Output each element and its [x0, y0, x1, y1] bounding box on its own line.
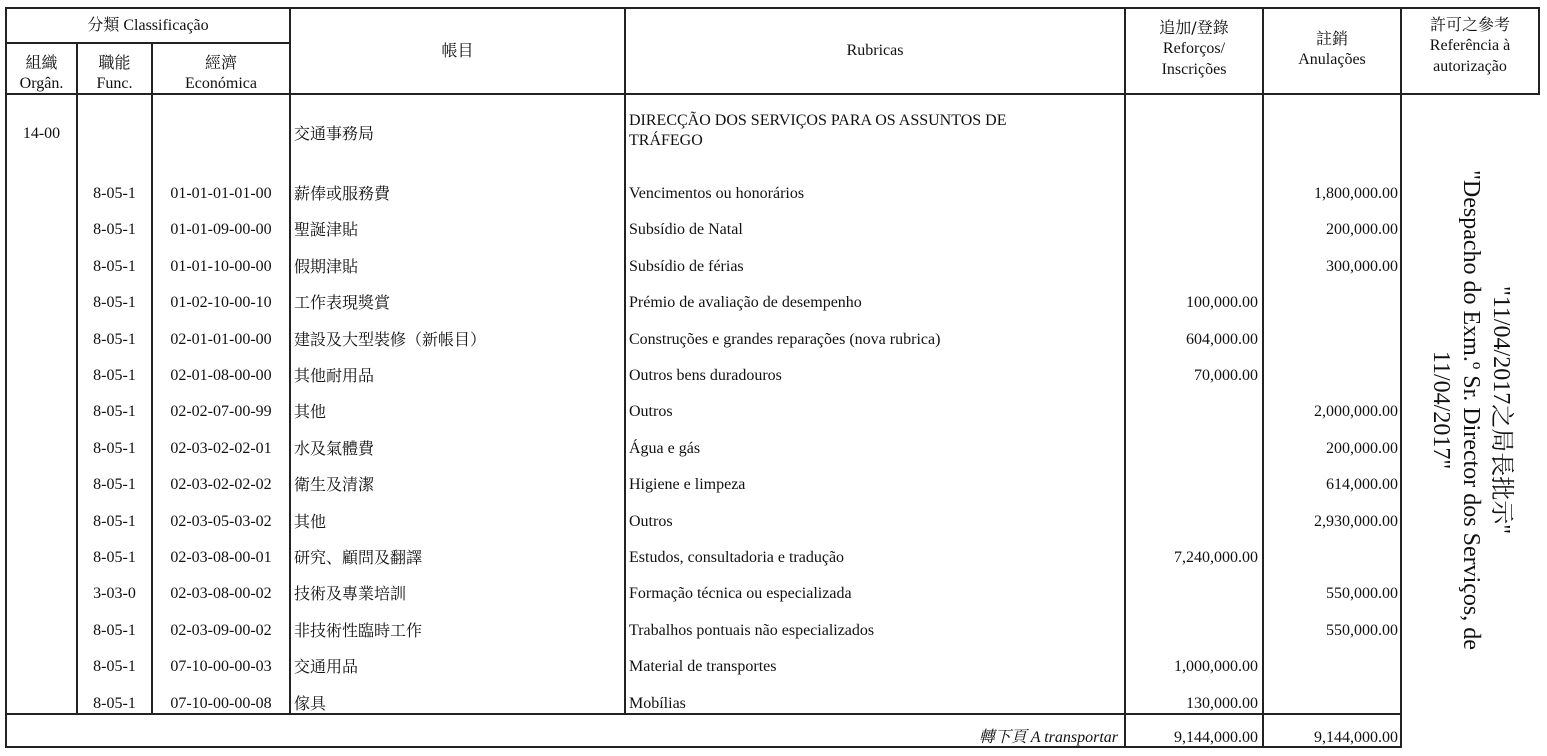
header-func	[78, 52, 151, 94]
rule-left	[5, 7, 7, 748]
row-economica: 01-01-09-00-00	[170, 221, 272, 238]
row-economica: 02-03-02-02-02	[170, 476, 272, 493]
rule-right	[1538, 7, 1540, 95]
organ-pt-line2: TRÁFEGO	[629, 132, 703, 149]
row-anulacao: 300,000.00	[1326, 258, 1398, 275]
rule-eco	[289, 7, 291, 714]
row-func: 8-05-1	[93, 367, 136, 384]
row-func: 8-05-1	[93, 403, 136, 420]
row-anulacao: 1,800,000.00	[1314, 185, 1398, 202]
authorization-note-text	[1426, 170, 1516, 650]
row-economica: 02-03-08-00-01	[170, 549, 272, 566]
row-zh: 薪俸或服務費	[294, 184, 391, 203]
row-zh: 水及氣體費	[294, 439, 375, 458]
organ-pt	[629, 111, 1006, 151]
rule-zh	[624, 7, 626, 714]
header-reforcos	[1126, 17, 1262, 80]
organ-pt-line1: DIRECÇÃO DOS SERVIÇOS PARA OS ASSUNTOS DE	[629, 112, 1007, 129]
header-rubricas: Rubricas	[846, 42, 904, 59]
rule-top	[5, 7, 1540, 9]
row-pt: Prémio de avaliação de desempenho	[629, 294, 862, 311]
row-zh: 工作表現獎賞	[294, 293, 391, 312]
header-economica	[153, 52, 289, 94]
row-zh: 聖誕津貼	[294, 220, 359, 239]
header-referencia-zh: 許可之參考	[1429, 15, 1510, 34]
row-economica: 02-01-01-00-00	[170, 331, 272, 348]
authorization-note	[1421, 160, 1521, 660]
row-economica: 02-03-02-02-01	[170, 440, 272, 457]
row-anulacao: 200,000.00	[1326, 221, 1398, 238]
row-zh: 傢具	[294, 694, 327, 713]
header-economica-zh: 經濟	[204, 53, 237, 72]
row-zh: 非技術性臨時工作	[294, 621, 423, 640]
header-classification: 分類 Classificação	[87, 17, 209, 34]
header-reforcos-zh: 追加/登錄	[1159, 18, 1229, 37]
footer-anulacao-total: 9,144,000.00	[1314, 729, 1398, 746]
rule-anulacoes	[1400, 7, 1402, 748]
row-anulacao: 2,930,000.00	[1314, 513, 1398, 530]
row-pt: Vencimentos ou honorários	[629, 185, 805, 202]
header-func-pt: Func.	[96, 75, 133, 92]
row-func: 8-05-1	[93, 658, 136, 675]
row-pt: Outros bens duradouros	[629, 367, 782, 384]
row-zh: 其他耐用品	[294, 366, 375, 385]
row-pt: Construções e grandes reparações (nova rubrica)	[629, 331, 941, 348]
row-pt: Material de transportes	[629, 658, 777, 675]
row-pt: Trabalhos pontuais não especializados	[629, 622, 875, 639]
header-organ	[7, 52, 76, 94]
header-referencia-pt2: autorização	[1433, 58, 1507, 75]
authorization-note-line2: "Despacho do Exm.º Sr. Director dos Serviços, de	[1458, 170, 1484, 650]
row-zh: 其他	[294, 402, 327, 421]
row-anulacao: 2,000,000.00	[1314, 403, 1398, 420]
header-economica-pt: Económica	[185, 75, 257, 92]
row-reforco: 1,000,000.00	[1174, 658, 1258, 675]
row-func: 8-05-1	[93, 185, 136, 202]
row-anulacao: 550,000.00	[1326, 622, 1398, 639]
row-anulacao: 550,000.00	[1326, 585, 1398, 602]
row-reforco: 604,000.00	[1186, 331, 1258, 348]
header-func-zh: 職能	[98, 53, 131, 72]
header-reforcos-pt1: Reforços/	[1162, 40, 1226, 57]
row-pt: Outros	[629, 513, 673, 530]
header-referencia-pt1: Referência à	[1429, 37, 1511, 54]
row-economica: 02-01-08-00-00	[170, 367, 272, 384]
header-organ-zh: 組織	[25, 53, 58, 72]
row-func: 3-03-0	[93, 585, 136, 602]
row-zh: 其他	[294, 512, 327, 531]
row-economica: 01-01-01-01-00	[170, 185, 272, 202]
row-func: 8-05-1	[93, 622, 136, 639]
authorization-note-line1: "11/04/2017之局長批示"	[1488, 285, 1514, 535]
header-anulacoes-zh: 註銷	[1315, 29, 1348, 48]
header-zh-heading: 帳目	[441, 41, 474, 60]
row-economica: 02-02-07-00-99	[170, 403, 272, 420]
row-reforco: 70,000.00	[1194, 367, 1258, 384]
row-pt: Formação técnica ou especializada	[629, 585, 852, 602]
organ-code: 14-00	[22, 125, 61, 142]
row-zh: 衛生及清潔	[294, 475, 375, 494]
row-func: 8-05-1	[93, 258, 136, 275]
row-economica: 02-03-05-03-02	[170, 513, 272, 530]
header-organ-pt: Orgân.	[19, 75, 64, 92]
row-anulacao: 200,000.00	[1326, 440, 1398, 457]
row-func: 8-05-1	[93, 221, 136, 238]
row-zh: 建設及大型裝修（新帳目）	[294, 330, 487, 349]
row-func: 8-05-1	[93, 331, 136, 348]
row-pt: Outros	[629, 403, 673, 420]
row-economica: 07-10-00-00-03	[170, 658, 272, 675]
footer-reforco-total: 9,144,000.00	[1174, 729, 1258, 746]
row-func: 8-05-1	[93, 476, 136, 493]
row-pt: Água e gás	[629, 440, 701, 457]
row-zh: 研究、顧問及翻譯	[294, 548, 423, 567]
row-func: 8-05-1	[93, 440, 136, 457]
row-zh: 交通用品	[294, 657, 359, 676]
row-func: 8-05-1	[93, 513, 136, 530]
row-reforco: 100,000.00	[1186, 294, 1258, 311]
row-economica: 07-10-00-00-08	[170, 695, 272, 712]
row-zh: 技術及專業培訓	[294, 584, 407, 603]
row-pt: Subsídio de Natal	[629, 221, 743, 238]
authorization-note-line3: 11/04/2017"	[1428, 350, 1454, 470]
row-pt: Subsídio de férias	[629, 258, 744, 275]
organ-zh: 交通事務局	[294, 124, 375, 143]
row-func: 8-05-1	[93, 294, 136, 311]
rule-classification	[5, 42, 290, 44]
row-pt: Estudos, consultadoria e tradução	[629, 549, 845, 566]
row-zh: 假期津貼	[294, 257, 359, 276]
row-economica: 01-02-10-00-10	[170, 294, 272, 311]
row-reforco: 7,240,000.00	[1174, 549, 1258, 566]
header-anulacoes-pt: Anulações	[1298, 51, 1366, 68]
row-economica: 01-01-10-00-00	[170, 258, 272, 275]
row-anulacao: 614,000.00	[1326, 476, 1398, 493]
row-economica: 02-03-09-00-02	[170, 622, 272, 639]
row-pt: Mobílias	[629, 695, 686, 712]
row-func: 8-05-1	[93, 549, 136, 566]
header-anulacoes	[1264, 28, 1400, 70]
row-func: 8-05-1	[93, 695, 136, 712]
header-reforcos-pt2: Inscrições	[1161, 61, 1227, 78]
row-reforco: 130,000.00	[1186, 695, 1258, 712]
row-pt: Higiene e limpeza	[629, 476, 746, 493]
footer-label: 轉下頁 A transportar	[978, 729, 1118, 746]
row-economica: 02-03-08-00-02	[170, 585, 272, 602]
header-referencia	[1402, 14, 1538, 77]
